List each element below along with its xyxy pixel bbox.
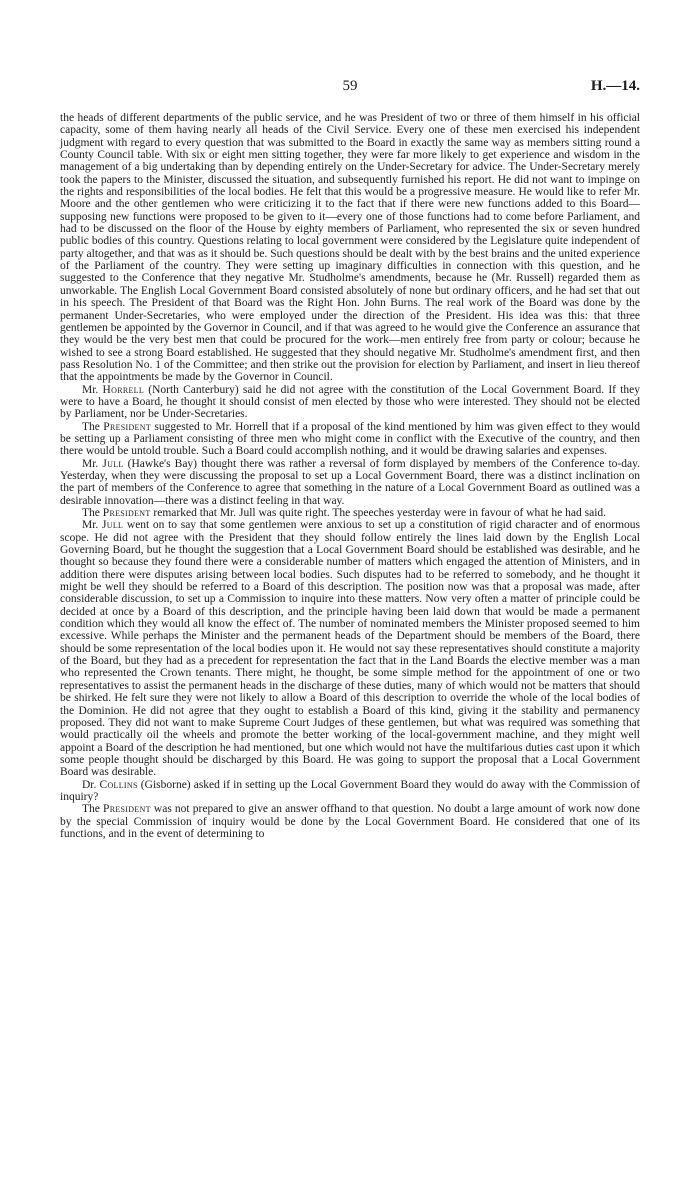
page-number: 59 xyxy=(342,78,358,94)
speaker-prefix: Mr. xyxy=(82,457,103,470)
speaker-name: Jull xyxy=(101,519,124,532)
paragraph-text: the heads of different departments of the public service, and he was President of two or three of them himself in his official capacity, some of them having nearly all heads of the Civil Service. Every one of these men exercised his independent judgment with regard to every question that was submitted to the Board in exactly the same way as members sitting round a County Council table. With six or eight men sitting together, they were far more likely to get experience and wisdom in the management of a big undertaking than by depending entirely on the Under-Secretary for advice. The Under-Secretary merely took the papers to the Minister, discussed the situation, and subsequently furnished his report. He did not want to impinge on the rights and responsibilities of the local bodies. He felt that this would be a progressive measure. He would like to refer Mr. Moore and the other gentlemen who were criticizing it to the fact that if there were new functions added to this Board—supposing new functions were proposed to be given to it—every one of those functions had to come before Parliament, and had to be discussed on the floor of the House by eighty members of Parliament, who represented the six or seven hundred public bodies of this country. Questions relating to local government were considered by the Legislature quite independent of party altogether, and that was as it should be. Such questions should be dealt with by the best brains and the united experience of the Parliament of the country. They were setting up imaginary difficulties in connection with this question, and he suggested to the Conference that they negative Mr. Studholme's amendments, because he (Mr. Russell) regarded them as unworkable. The English Local Government Board consisted absolutely of none but ordinary officers, and he had set that out in his speech. The President of that Board was the Right Hon. John Burns. The real work of the Board was done by the permanent Under-Secretaries, who were employed under the direction of the President. His idea was this: that three gentlemen be appointed by the Governor in Council, and if that was agreed to he would give the Conference an assurance that they would be the very best men that could be procured for the work—men entirely free from party or colour; because he wished to see a strong Board established. He suggested that they should negative Mr. Studholme's amendment first, and then pass Resolution No. 1 of the Committee; and then strike out the provision for election by Parliament, and insert in lieu thereof that the appointments be made by the Governor in Council. xyxy=(60,112,640,384)
speaker-prefix: Mr. xyxy=(82,383,103,396)
paragraph-7 xyxy=(60,779,640,804)
paragraph-1 xyxy=(60,112,640,384)
speaker-name: Horrell xyxy=(102,383,145,396)
speaker-name: President xyxy=(103,803,151,816)
speaker-prefix: Mr. xyxy=(82,519,102,532)
paragraph-text: (Gisborne) asked if in setting up the Local Government Board they would do away with the Commission of inquiry? xyxy=(60,778,640,803)
speaker-prefix: The xyxy=(82,507,103,519)
paragraph-text: (North Canterbury) said he did not agree with the constitution of the Local Government Board. If they were to have a Board, he thought it should consist of men elected by those who were interested. They should not be elected by Parliament, nor be Under-Secretaries. xyxy=(60,383,640,421)
paragraph-3 xyxy=(60,421,640,458)
paragraph-5 xyxy=(60,507,640,519)
speaker-name: Jull xyxy=(102,457,124,470)
speaker-prefix: The xyxy=(82,803,104,816)
speaker-prefix: Dr. xyxy=(82,778,100,791)
paragraph-text: remarked that Mr. Jull was quite right. The speeches yesterday were in favour of what he had said. xyxy=(150,507,607,519)
speaker-prefix: The xyxy=(82,420,104,433)
paragraph-2 xyxy=(60,384,640,421)
paragraph-4 xyxy=(60,458,640,507)
paragraph-6 xyxy=(60,519,640,778)
paragraph-text: (Hawke's Bay) thought there was rather a reversal of form displayed by members of the Conference to-day. Yesterday, when they were discussing the proposal to set up a Local Government Board, there was a distinct inclination on the part of members of the Conference to agree that something in the nature of a Local Government Board as outlined was a desirable innovation—there was a distinct feeling in that way. xyxy=(60,457,640,507)
body-text xyxy=(60,112,640,840)
paragraph-text: was not prepared to give an answer offhand to that question. No doubt a large amount of work now done by the special Commission of inquiry would be done by the Local Government Board. He considered that one of its functions, and in the event of determining to xyxy=(60,803,640,840)
paragraph-text: suggested to Mr. Horrell that if a proposal of the kind mentioned by him was given effect to they would be setting up a Parliament consisting of three men who might come in conflict with the Executive of the country, and then there would be untold trouble. Such a Board could accomplish nothing, and it would be drawing salaries and expenses. xyxy=(60,420,640,458)
paragraph-8 xyxy=(60,803,640,840)
speaker-name: President xyxy=(103,420,152,433)
page-header xyxy=(60,78,640,98)
paragraph-text: went on to say that some gentlemen were anxious to set up a constitution of rigid character and of enormous scope. He did not agree with the President that they should follow entirely the lines laid down by the English Local Governing Board, but he thought the suggestion that a Local Government Board should be established was desirable, and he thought so because they found there were a considerable number of matters which engaged the attention of Ministers, and in addition there were disputes arising between local bodies. Such disputes had to be referred to somebody, and he thought it might be well they should be referred to a Board of this description. The position now was that a proposal was made, after considerable discussion, to set up a Commission to inquire into these matters. Now very often a matter of principle could be decided at once by a Board of this description, and the principle having been laid down that would be made a permanent condition which they would all know the effect of. The number of nominated members the Minister proposed seemed to him excessive. While perhaps the Minister and the permanent heads of the Department should be members of the Board, there should be some representation of the local bodies upon it. He would not say these representatives should constitute a majority of the Board, but they had as a precedent for representation the fact that in the Land Boards the elective member was a man who represented the Crown tenants. There might, he thought, be some simple method for the appointment of one or two representatives to assist the permanent heads in the discharge of these duties, many of which would not be matters that should be shirked. He felt sure they were not likely to allow a Board of this description to override the whole of the local bodies of the Dominion. He did not agree that they ought to establish a Board of this kind, giving it the stability and permanency proposed. They did not want to make Supreme Court Judges of these gentlemen, but what was required was something that would practically oil the wheels and promote the better working of the local-government machine, and they might well appoint a Board of the description he had mentioned, but one which would not have the multifarious duties cast upon it which some people thought should be discharged by this Board. He was going to support the proposal that a Local Government Board was desirable. xyxy=(60,519,641,779)
speaker-name: President xyxy=(102,507,151,519)
paper-reference: H.—14. xyxy=(590,78,640,94)
speaker-name: Collins xyxy=(99,778,138,791)
